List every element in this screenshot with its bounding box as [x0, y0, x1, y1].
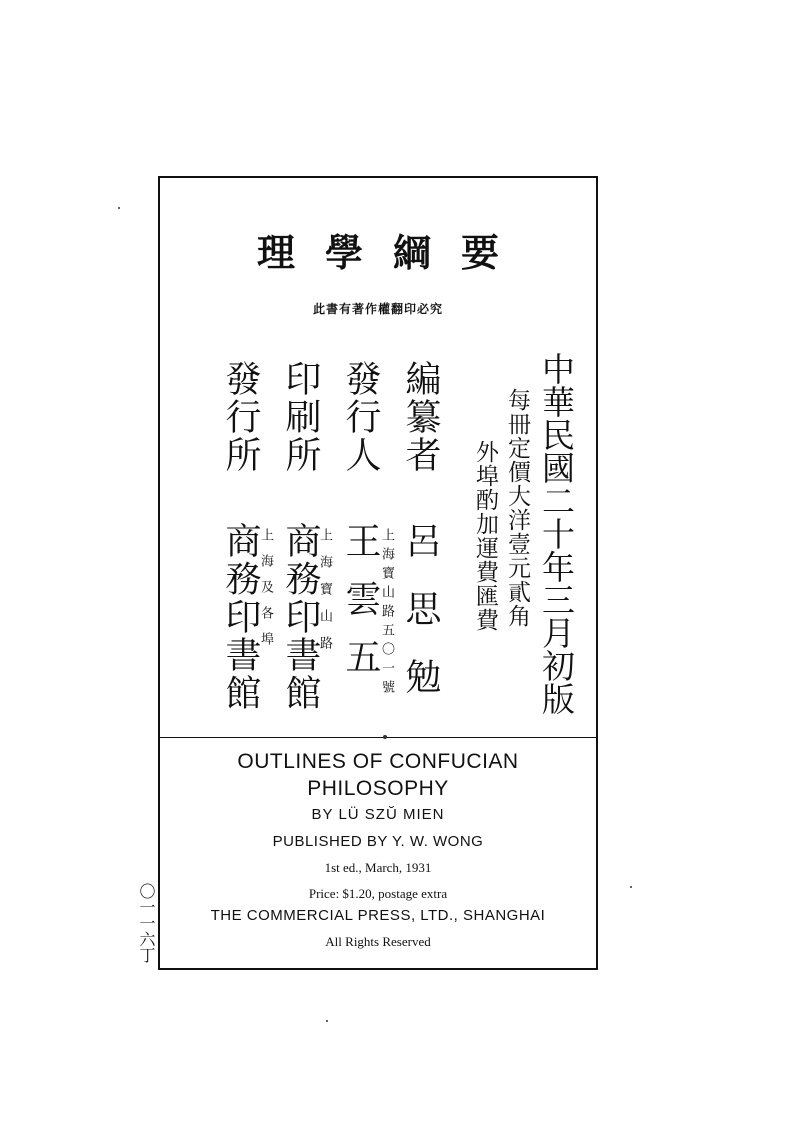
- english-edition: 1st ed., March, 1931: [324, 860, 432, 875]
- publishing-house-name: 商務印書館: [220, 522, 261, 712]
- print-speck: [326, 1020, 328, 1022]
- publisher-label: 發行人: [340, 360, 381, 474]
- price-chinese: 每冊定價大洋壹元貳角: [504, 388, 530, 628]
- publishing-house-address: 上海及各埠: [258, 528, 273, 658]
- printer-name: 商務印書館: [280, 522, 321, 712]
- book-title-chinese: 理學綱要: [256, 230, 529, 275]
- publisher-name: 王雲五: [340, 522, 381, 696]
- printer-address: 上海寶山路: [317, 528, 332, 663]
- editor-name: 呂思勉: [400, 522, 441, 726]
- english-price: Price: $1.20, postage extra: [308, 886, 448, 901]
- publisher-address: 上海寶山路五〇一號: [379, 528, 394, 699]
- printer-label: 印刷所: [280, 360, 321, 474]
- english-title-line1: OUTLINES OF CONFUCIAN: [237, 750, 519, 773]
- print-speck: [383, 735, 387, 739]
- postage-note-chinese: 外埠酌加運費匯費: [472, 440, 498, 632]
- editor-label: 編纂者: [400, 360, 441, 474]
- print-speck: [118, 207, 120, 209]
- english-author: BY LÜ SZŬ MIEN: [311, 806, 445, 823]
- publishing-house-label: 發行所: [220, 360, 261, 474]
- copyright-notice-chinese: 此書有著作權翻印必究: [312, 302, 443, 316]
- edition-date: 中華民國二十年三月初版: [537, 352, 576, 715]
- print-speck: [630, 886, 632, 888]
- english-title-line2: PHILOSOPHY: [307, 777, 449, 800]
- page-number: 〇一一六丁: [137, 883, 156, 963]
- english-publisher: PUBLISHED BY Y. W. WONG: [272, 833, 484, 850]
- english-rights: All Rights Reserved: [325, 934, 431, 949]
- english-press: THE COMMERCIAL PRESS, LTD., SHANGHAI: [210, 907, 546, 924]
- frame-divider: [158, 737, 598, 738]
